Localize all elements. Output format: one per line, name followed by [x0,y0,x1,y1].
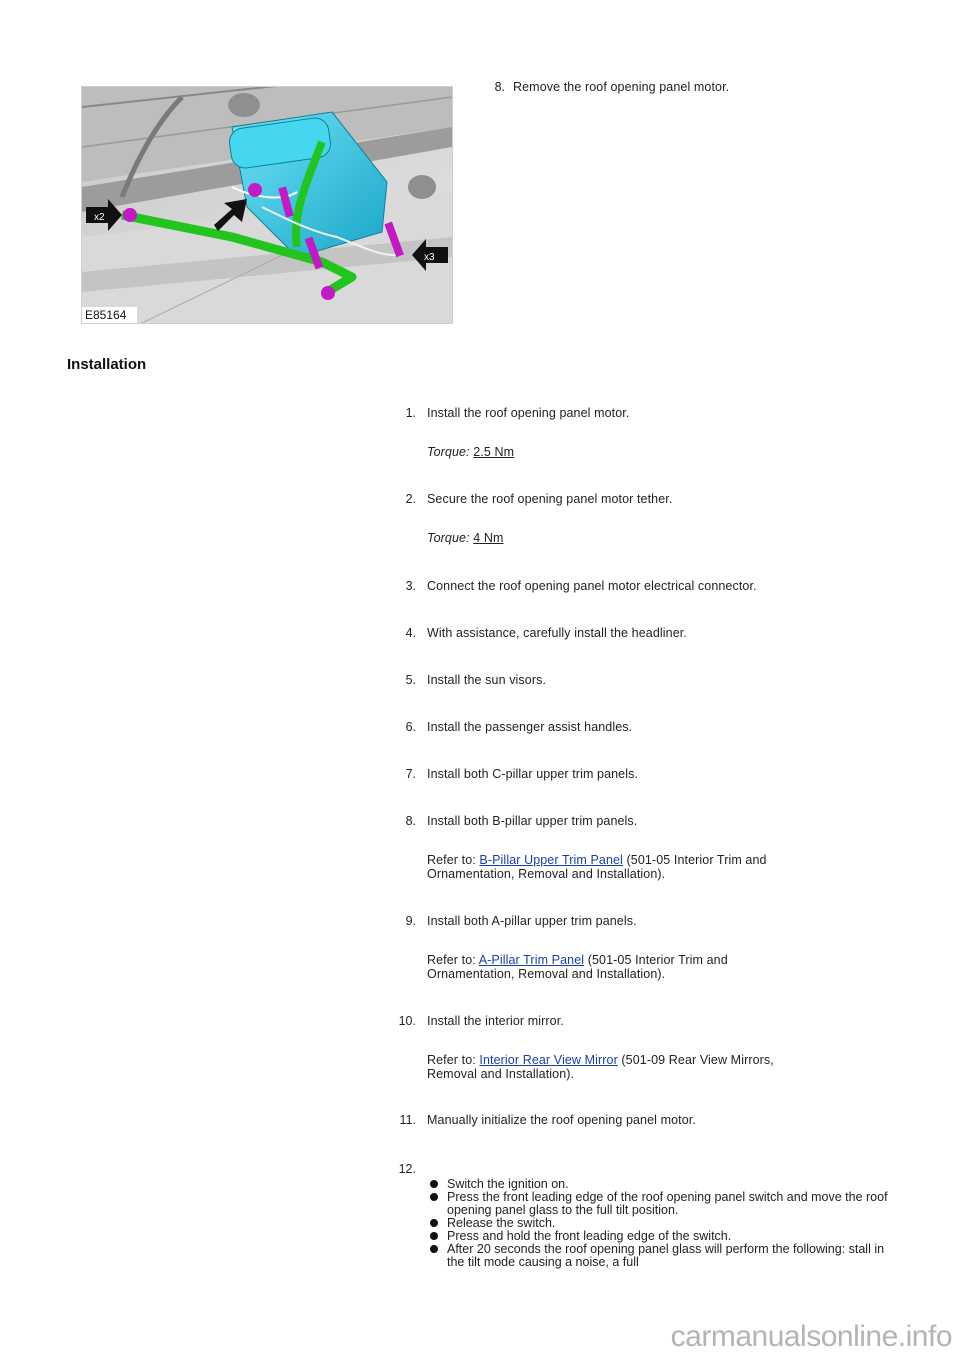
refer-note [427,853,867,881]
step-number: 11. [399,1113,416,1127]
figure-label: E85164 [82,307,137,323]
refer-note [427,953,867,981]
refer-detail: (501-05 Interior Trim and [587,953,728,967]
step-number: 5. [405,673,416,687]
bullet-item: Press and hold the front leading edge of the switch. [427,1230,897,1243]
refer-detail: Removal and Installation). [427,1067,575,1081]
refer-detail: Ornamentation, Removal and Installation). [427,967,666,981]
step-number: 1. [405,406,416,420]
a-pillar-trim-link[interactable]: A-Pillar Trim Panel [478,953,585,967]
step-number: 4. [405,626,416,640]
refer-detail: (501-09 Rear View Mirrors, [621,1053,774,1067]
refer-label: Refer to: [427,1053,476,1067]
motor-illustration [81,86,453,324]
step-number: 3. [405,579,416,593]
bullet-item: Press the front leading edge of the roof opening panel switch and move the roof opening panel glass to the full tilt position. [427,1191,897,1217]
refer-detail: (501-05 Interior Trim and [626,853,767,867]
step-text: Install the roof opening panel motor. [427,406,630,420]
bullet-list [427,1178,897,1269]
section-title: Installation [67,356,147,373]
step-text: Install the interior mirror. [427,1014,564,1028]
step-number: 12. [398,1162,416,1176]
step-text: Install both B-pillar upper trim panels. [427,814,638,828]
bullet-item: Release the switch. [427,1217,897,1230]
torque-spec [427,445,514,459]
step-number: 9. [405,914,416,928]
torque-value: 2.5 Nm [473,445,515,459]
refer-label: Refer to: [427,853,476,867]
step-text: Install both C-pillar upper trim panels. [427,767,639,781]
bullet-item: After 20 seconds the roof opening panel glass will perform the following: stall in the tilt mode causing a noise, a full [427,1243,897,1269]
bullet-item: Switch the ignition on. [427,1178,897,1191]
refer-label: Refer to: [427,953,476,967]
watermark: carmanualsonline.info [670,1320,952,1353]
refer-note [427,1053,867,1081]
step-text: Manually initialize the roof opening panel motor. [427,1113,696,1127]
step-text: Connect the roof opening panel motor electrical connector. [427,579,757,593]
refer-detail: Ornamentation, Removal and Installation). [427,867,666,881]
step-number: 10. [398,1014,416,1028]
callout-x2: x2 [94,212,105,223]
step-number: 6. [405,720,416,734]
torque-label: Torque: [427,531,470,545]
interior-mirror-link[interactable]: Interior Rear View Mirror [479,1053,618,1067]
step-text: Install the passenger assist handles. [427,720,633,734]
step-text: With assistance, carefully install the headliner. [427,626,687,640]
step-number: 8. [494,80,505,94]
b-pillar-trim-link[interactable]: B-Pillar Upper Trim Panel [479,853,623,867]
torque-value: 4 Nm [473,531,504,545]
step-text: Secure the roof opening panel motor tether. [427,492,673,506]
step-text: Install the sun visors. [427,673,547,687]
callout-x3: x3 [424,252,435,263]
step-text: Remove the roof opening panel motor. [513,80,730,94]
torque-spec [427,531,503,545]
step-text: Install both A-pillar upper trim panels. [427,914,637,928]
step-number: 8. [405,814,416,828]
step-number: 7. [405,767,416,781]
torque-label: Torque: [427,445,470,459]
motor-diagram-graphic [82,87,452,323]
step-number: 2. [405,492,416,506]
